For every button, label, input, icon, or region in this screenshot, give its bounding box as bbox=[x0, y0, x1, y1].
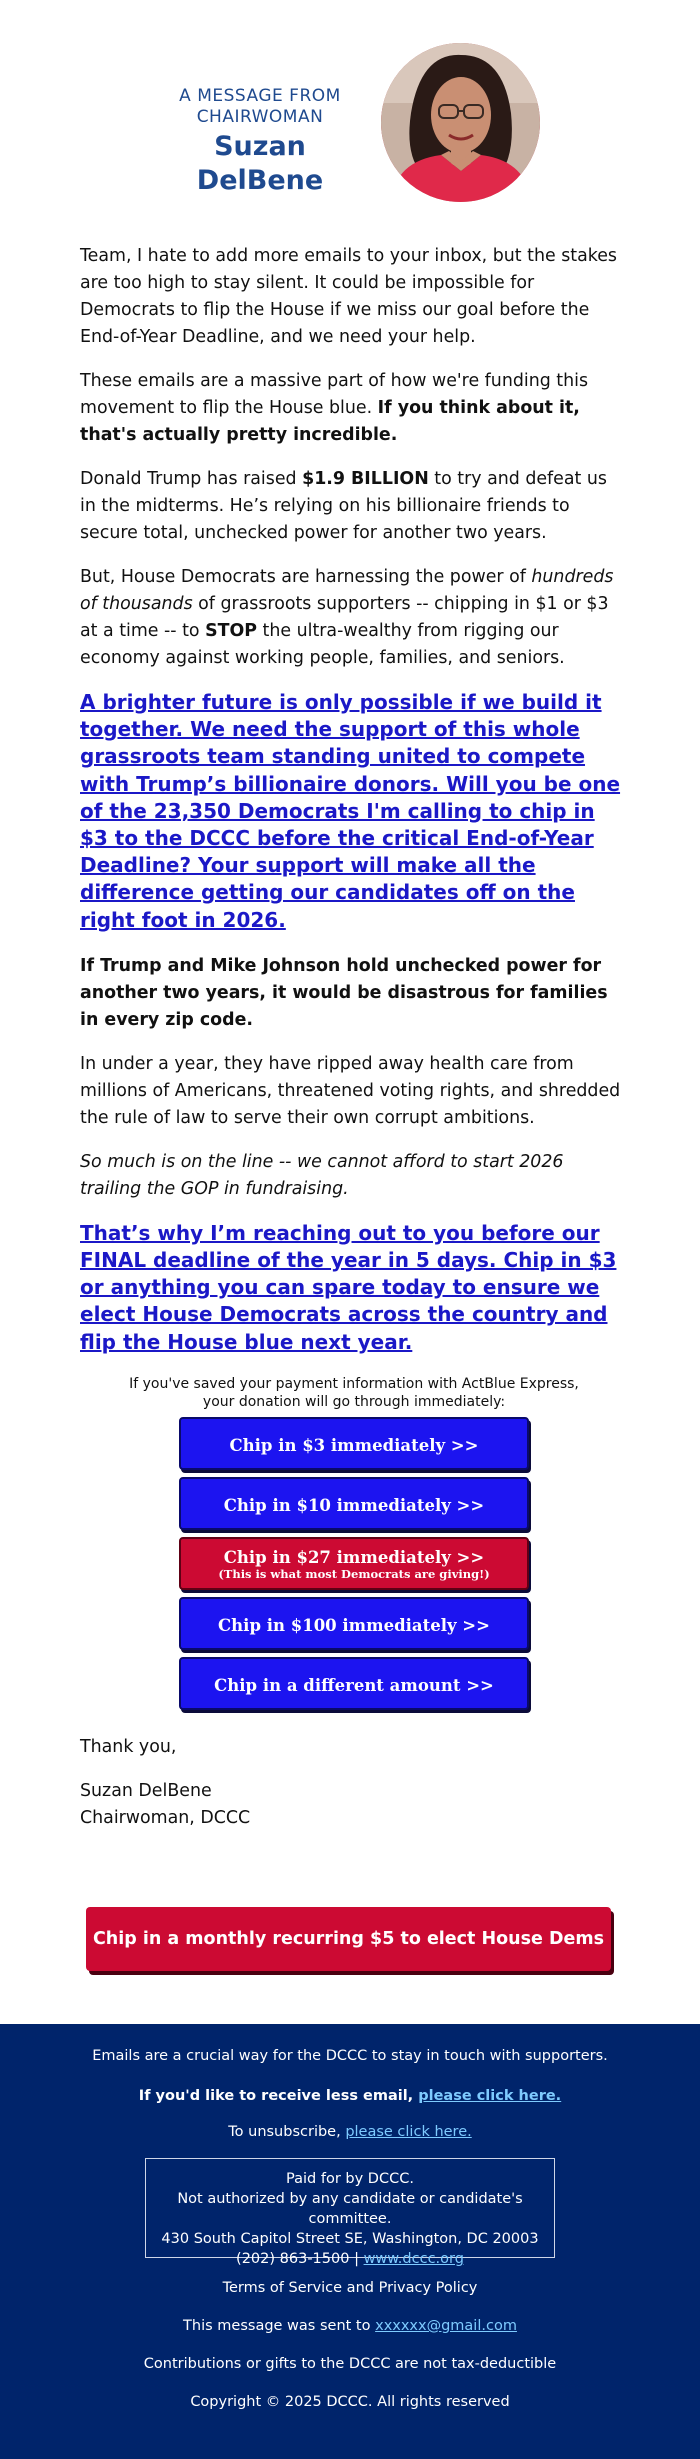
signoff-title: Chairwoman, DCCC bbox=[80, 1807, 251, 1828]
paragraph-consequences: In under a year, they have ripped away health care from millions of Americans, threatened voting rights, and shredded the rule of law to serve their own corrupt ambitions. bbox=[80, 1053, 621, 1128]
header-name: Suzan DelBene bbox=[196, 131, 324, 196]
paid-for-box bbox=[145, 2158, 555, 2267]
paragraph-grassroots-stop: STOP bbox=[205, 621, 257, 641]
chairwoman-portrait bbox=[381, 43, 540, 202]
header-text bbox=[150, 86, 370, 198]
monthly-recurring-button[interactable]: Chip in a monthly recurring $5 to elect House Dems >> bbox=[86, 1907, 611, 1971]
paragraph-warning: If Trump and Mike Johnson hold unchecked power for another two years, it would be disastrous for families in every zip code. bbox=[80, 955, 608, 1030]
cta-link-chip-in-3[interactable]: A brighter future is only possible if we build it together. We need the support of this whole grassroots team standing united to compete with Trump’s billionaire donors. Will you be one of the 23,350 Democrats I'm calling to chip in $3 to the DCCC before the critical End-of-Year Deadline? Your support will make all the difference getting our candidates off on the right foot in 2026. bbox=[80, 690, 621, 932]
footer-sent-to bbox=[0, 2317, 700, 2336]
paragraph-grassroots-text-b: of grassroots supporters -- chipping in $1 or $3 at a time -- to bbox=[80, 594, 609, 641]
footer-unsubscribe-link[interactable]: please click here. bbox=[345, 2124, 472, 2140]
paragraph-trump-text-a: Donald Trump has raised bbox=[80, 469, 303, 489]
paragraph-intro: Team, I hate to add more emails to your inbox, but the stakes are too high to stay silent. It could be impossible for Democrats to flip the House if we miss our goal before the End-of-Year Deadline, and we need your help. bbox=[80, 246, 617, 347]
email-header bbox=[0, 0, 700, 230]
header-eyebrow-line2: CHAIRWOMAN bbox=[196, 107, 324, 127]
signoff-name: Suzan DelBene bbox=[80, 1780, 212, 1801]
paragraph-grassroots-text-c: the ultra-wealthy from rigging our economy against working people, families, and seniors. bbox=[80, 621, 565, 668]
actblue-note-line2: your donation will go through immediately: bbox=[202, 1393, 506, 1410]
portrait-illustration bbox=[381, 43, 540, 202]
footer-terms[interactable]: Terms of Service and Privacy Policy bbox=[222, 2280, 478, 2296]
paragraph-funding-text: These emails are a massive part of how we're funding this movement to flip the House blue. bbox=[80, 371, 589, 418]
donate-10-button[interactable]: Chip in $10 immediately >> bbox=[179, 1477, 529, 1530]
paragraph-trump-amount: $1.9 BILLION bbox=[302, 469, 429, 489]
donate-27-button[interactable] bbox=[179, 1537, 529, 1590]
paragraph-funding-bold: If you think about it, that's actually pretty incredible. bbox=[80, 398, 580, 445]
paragraph-trump bbox=[80, 466, 628, 547]
paragraph-trump-text-b: to try and defeat us in the midterms. He’s relying on his billionaire friends to secure total, unchecked power for another two years. bbox=[80, 469, 607, 543]
donate-3-button[interactable]: Chip in $3 immediately >> bbox=[179, 1417, 529, 1470]
signoff-thanks: Thank you, bbox=[80, 1736, 177, 1757]
donate-27-sublabel: (This is what most Democrats are giving!) bbox=[218, 1566, 490, 1581]
footer-unsubscribe bbox=[0, 2123, 700, 2142]
email-footer bbox=[0, 2024, 700, 2459]
paragraph-grassroots bbox=[80, 564, 628, 672]
paid-for-contact bbox=[146, 2249, 554, 2269]
paragraph-stakes: So much is on the line -- we cannot afford to start 2026 trailing the GOP in fundraising. bbox=[80, 1151, 564, 1199]
signoff bbox=[80, 1734, 628, 1832]
footer-copyright: Copyright © 2025 DCCC. All rights reserved bbox=[190, 2394, 510, 2410]
donate-buttons bbox=[179, 1417, 529, 1710]
footer-less-email bbox=[0, 2087, 700, 2106]
donate-100-button[interactable]: Chip in $100 immediately >> bbox=[179, 1597, 529, 1650]
footer-recipient-email[interactable]: xxxxxx@gmail.com bbox=[375, 2318, 517, 2334]
paragraph-funding bbox=[80, 368, 628, 449]
email-body bbox=[80, 243, 628, 1849]
header-eyebrow-line1: A MESSAGE FROM bbox=[179, 86, 341, 106]
paid-for-phone: (202) 863-1500 | bbox=[236, 2251, 364, 2267]
cta-link-final-deadline[interactable]: That’s why I’m reaching out to you before our FINAL deadline of the year in 5 days. Chip in $3 or anything you can spare today to ensure we elect House Democrats across the country and flip the House blue next year. bbox=[80, 1220, 617, 1354]
paragraph-grassroots-italic: hundreds of thousands bbox=[80, 567, 614, 614]
footer-intro: Emails are a crucial way for the DCCC to stay in touch with supporters. bbox=[92, 2048, 608, 2064]
donate-27-label: Chip in $27 immediately >> bbox=[223, 1547, 485, 1567]
footer-unsubscribe-text: To unsubscribe, bbox=[228, 2124, 346, 2140]
dccc-website-link[interactable]: www.dccc.org bbox=[363, 2251, 464, 2267]
footer-tax-note: Contributions or gifts to the DCCC are not tax-deductible bbox=[143, 2356, 557, 2372]
footer-less-email-link[interactable]: please click here. bbox=[418, 2088, 562, 2104]
signoff-signature bbox=[80, 1778, 628, 1832]
paid-for-line1: Paid for by DCCC. bbox=[286, 2171, 414, 2187]
donate-other-amount-button[interactable]: Chip in a different amount >> bbox=[179, 1657, 529, 1710]
paid-for-address: 430 South Capitol Street SE, Washington, DC 20003 bbox=[161, 2231, 539, 2247]
footer-sent-to-text: This message was sent to bbox=[183, 2318, 376, 2334]
footer-less-email-text: If you'd like to receive less email, bbox=[138, 2088, 419, 2104]
paragraph-grassroots-text-a: But, House Democrats are harnessing the power of bbox=[80, 567, 532, 587]
paid-for-line2: Not authorized by any candidate or candidate's committee. bbox=[177, 2191, 523, 2227]
actblue-note-line1: If you've saved your payment information with ActBlue Express, bbox=[129, 1375, 579, 1392]
actblue-express-note bbox=[80, 1375, 628, 1411]
